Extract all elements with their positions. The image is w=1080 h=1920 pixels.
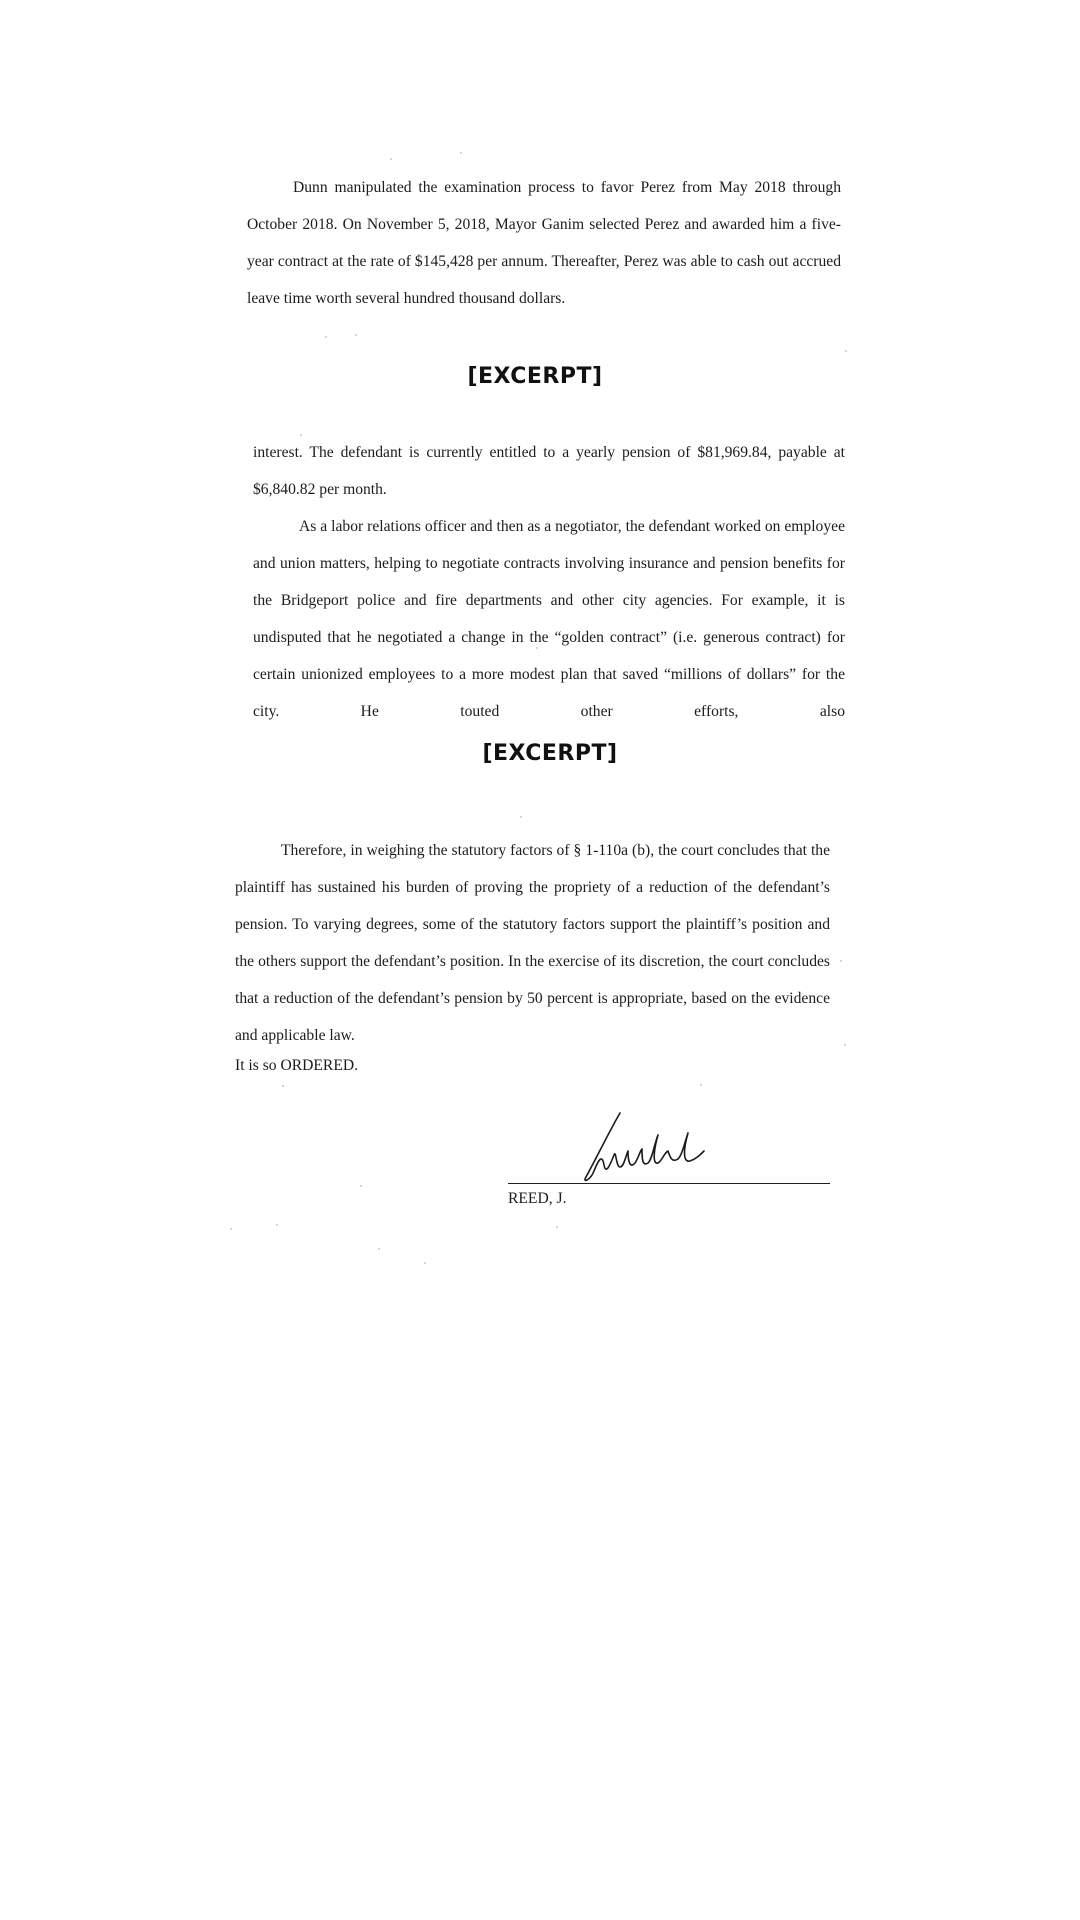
scan-speck xyxy=(360,1185,362,1187)
scan-speck xyxy=(424,1262,426,1264)
scan-speck xyxy=(844,1044,846,1046)
opinion-section-3 xyxy=(235,832,830,1054)
scan-speck xyxy=(355,334,357,336)
scan-speck xyxy=(700,1084,702,1086)
paragraph-perez-contract: Dunn manipulated the examination process to favor Perez from May 2018 through October 2018. On November 5, 2018, Mayor Ganim selected Perez and awarded him a five-year contract at the rate of $145,428 per annum. Thereafter, Perez was able to cash out accrued leave time worth several hundred thousand dollars. xyxy=(247,179,841,307)
closing-order: It is so ORDERED. xyxy=(235,1057,359,1074)
opinion-section-2 xyxy=(253,434,845,730)
scan-speck xyxy=(460,152,462,154)
excerpt-marker-2: [EXCERPT] xyxy=(482,741,618,766)
scan-speck xyxy=(300,434,302,436)
scan-speck xyxy=(556,1226,558,1228)
scan-speck xyxy=(325,336,327,338)
excerpt-marker-1: [EXCERPT] xyxy=(467,364,603,389)
judge-signature-image xyxy=(580,1105,715,1187)
paragraph-pension-amount: interest. The defendant is currently entitled to a yearly pension of $81,969.84, payable at $6,840.82 per month. xyxy=(253,444,845,498)
scan-speck xyxy=(378,1248,380,1250)
scan-speck xyxy=(840,960,842,962)
scan-speck xyxy=(230,1228,232,1230)
scan-speck xyxy=(282,1085,284,1087)
scan-speck xyxy=(390,158,392,160)
scan-speck xyxy=(536,647,538,649)
scan-speck xyxy=(520,816,522,818)
opinion-section-1 xyxy=(247,169,841,317)
paragraph-conclusion: Therefore, in weighing the statutory factors of § 1-110a (b), the court concludes that the plaintiff has sustained his burden of proving the propriety of a reduction of the defendant’s pension. To varying degrees, some of the statutory factors support the plaintiff’s position and the others support the defendant’s position. In the exercise of its discretion, the court concludes that a reduction of the defendant’s pension by 50 percent is appropriate, based on the evidence and applicable law. xyxy=(235,842,830,1044)
judge-name: REED, J. xyxy=(508,1190,567,1207)
scan-speck xyxy=(276,1224,278,1226)
signature-line xyxy=(508,1183,830,1184)
scan-speck xyxy=(845,350,847,352)
paragraph-labor-relations: As a labor relations officer and then as a negotiator, the defendant worked on employee and union matters, helping to negotiate contracts involving insurance and pension benefits for the Bridgeport police and fire departments and other city agencies. For example, it is undisputed that he negotiated a change in the “golden contract” (i.e. generous contract) for certain unionized employees to a more modest plan that saved “millions of dollars” for the city. He touted other efforts, also xyxy=(253,518,845,720)
